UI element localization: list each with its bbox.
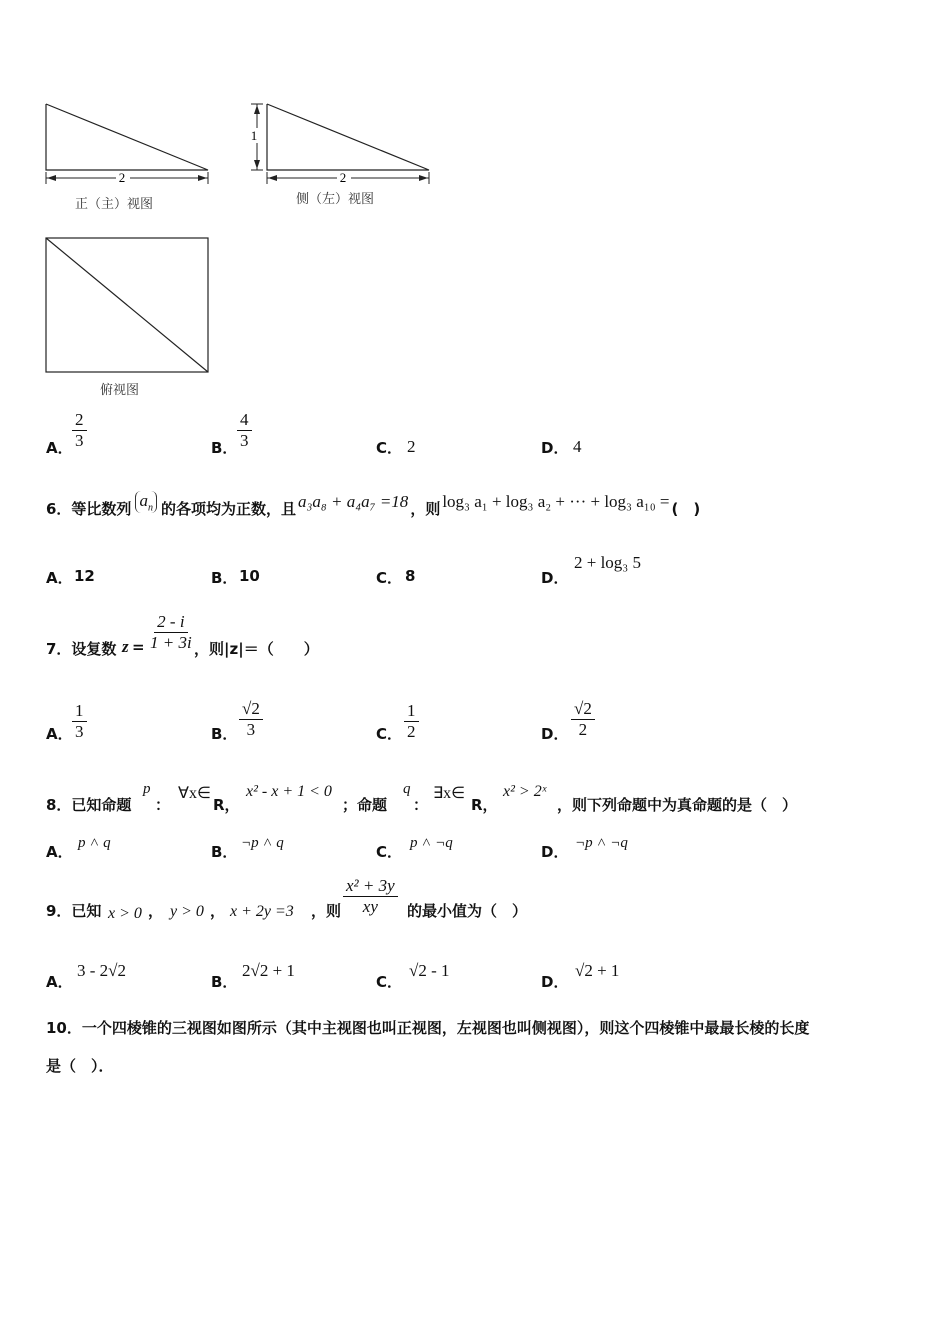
q5-option-b-label: B．: [211, 439, 238, 457]
q6-stem: [46, 491, 701, 519]
q6-seq-letter: a: [139, 491, 148, 510]
q5-option-b-fraction: [237, 410, 252, 451]
q9-then: ，则: [311, 902, 342, 920]
q7-d-den: 2: [578, 720, 588, 739]
q7-b-num: √2: [239, 699, 263, 720]
top-view-figure: [40, 232, 215, 377]
q6-then: ，则: [410, 499, 441, 518]
q9-option-a-value: 3 - 2√2: [77, 961, 126, 980]
q7-option-b-label: B．: [211, 725, 238, 743]
q6-mid: 的各项均为正数，且: [160, 499, 296, 518]
q8-q: q: [403, 781, 411, 797]
q5-b-num: 4: [237, 410, 252, 431]
q8-option-c-label: C．: [376, 843, 403, 861]
q9-option-a-label: A．: [46, 973, 73, 991]
side-view-figure: [245, 98, 435, 193]
q9-option-d-value: √2 + 1: [575, 961, 620, 980]
q7-a-den: 3: [75, 722, 84, 741]
q8-option-d-label: D．: [541, 843, 569, 861]
q5-option-d-label: D．: [541, 439, 569, 457]
q9-sep-1: ，: [148, 902, 164, 920]
q8-inequality-2: x² > 2ˣ: [503, 783, 547, 800]
front-view-caption: 正（主）视图: [75, 197, 154, 212]
q9-cond-1: x > 0: [108, 905, 142, 922]
q5-option-d-value: 4: [573, 437, 582, 456]
q5-option-a-fraction: [72, 410, 87, 451]
q7-option-d-label: D．: [541, 725, 569, 743]
front-view-figure: [40, 98, 215, 193]
q5-a-num: 2: [72, 410, 87, 431]
q6-option-a-value: 12: [74, 567, 95, 585]
q8-option-a-label: A．: [46, 843, 73, 861]
q8-colon2: ：: [413, 796, 429, 814]
q8-colon: ：: [155, 796, 171, 814]
side-height-label: 1: [250, 128, 258, 143]
q5-option-a-label: A．: [46, 439, 73, 457]
front-view-triangle: [46, 104, 208, 170]
q6-option-a-label: A．: [46, 569, 73, 587]
q6-condition: a₃a₈ + a₄a₇ =18: [297, 492, 409, 512]
q9-option-c-value: √2 - 1: [409, 961, 450, 980]
q8-option-a-value: p ˄ q: [78, 835, 111, 851]
q7-var: z: [122, 637, 129, 656]
q9-fraction: [343, 876, 398, 917]
q6-option-c-value: 8: [405, 567, 416, 585]
q6-option-c-label: C．: [376, 569, 403, 587]
q9-option-b-label: B．: [211, 973, 238, 991]
q8-r1: R，: [213, 796, 240, 814]
q8-exists: ∃x∈: [433, 785, 466, 802]
q7-d-num: √2: [571, 699, 595, 720]
q8-suffix: ，则下列命题中为真命题的是（ ）: [557, 796, 798, 814]
q6-option-d-value: 2 + log₃ 5: [574, 553, 641, 572]
q8-option-d-value: ¬p ˄ ¬q: [575, 835, 628, 851]
q8-semicolon: ；命题: [342, 796, 388, 814]
q8-p: p: [143, 781, 151, 797]
q9-den: xy: [362, 897, 378, 916]
q9-suffix: 的最小值为（ ）: [407, 902, 528, 920]
q7-option-c-label: C．: [376, 725, 403, 743]
q5-a-den: 3: [75, 431, 84, 450]
q5-b-den: 3: [240, 431, 249, 450]
q7-a-num: 1: [72, 701, 87, 722]
q8-option-b-value: ¬p ˄ q: [241, 835, 284, 851]
q10-line-1: 10．一个四棱锥的三视图如图所示（其中主视图也叫正视图，左视图也叫侧视图），则这个四棱锥中最最长棱的长度: [46, 1019, 810, 1037]
q8-prefix: 8．已知命题: [46, 796, 132, 814]
q7-option-a-label: A．: [46, 725, 73, 743]
q9-option-c-label: C．: [376, 973, 403, 991]
q6-prefix: 6．等比数列: [46, 499, 132, 518]
q7-suffix: ，则|z|＝（ ）: [194, 640, 319, 658]
q7-fraction: [147, 612, 195, 653]
q7-option-d-fraction: [571, 699, 595, 740]
side-view-caption: 侧（左）视图: [296, 192, 375, 207]
q6-paren: ( ): [671, 499, 701, 518]
q7-option-c-fraction: [404, 701, 419, 742]
q7-num: 2 - i: [154, 612, 187, 633]
q6-expression: log₃ a₁ + log₃ a₂ + ··· + log₃ a₁₀ =: [442, 492, 670, 512]
q6-option-b-label: B．: [211, 569, 238, 587]
q9-option-b-value: 2√2 + 1: [242, 961, 295, 980]
q8-option-b-label: B．: [211, 843, 238, 861]
front-dim-label: 2: [118, 170, 126, 185]
top-view-caption: 俯视图: [100, 383, 140, 398]
q8-inequality-1: x² - x + 1 < 0: [246, 783, 332, 800]
q7-option-a-fraction: [72, 701, 87, 742]
q6-option-b-value: 10: [239, 567, 260, 585]
q9-cond-3: x + 2y =3: [230, 903, 294, 920]
q7-c-num: 1: [404, 701, 419, 722]
q7-den: 1 + 3i: [150, 633, 192, 652]
q7-option-b-fraction: [239, 699, 263, 740]
top-view-diagonal: [46, 238, 208, 372]
q5-option-c-label: C．: [376, 439, 403, 457]
q8-r2: R，: [471, 796, 498, 814]
side-view-triangle: [267, 104, 429, 170]
q5-option-c-value: 2: [407, 437, 416, 456]
q9-num: x² + 3y: [343, 876, 398, 897]
q6-option-d-label: D．: [541, 569, 569, 587]
q7-c-den: 2: [407, 722, 416, 741]
q9-option-d-label: D．: [541, 973, 569, 991]
q7-b-den: 3: [246, 720, 256, 739]
q8-option-c-value: p ˄ ¬q: [410, 835, 453, 851]
q7-prefix: 7．设复数: [46, 640, 117, 658]
q6-seq-sub: n: [147, 502, 153, 514]
q10-line-2: 是（ ）．: [46, 1057, 114, 1075]
q9-sep-2: ，: [210, 902, 226, 920]
q6-seq: [135, 491, 157, 513]
q8-forall: ∀x∈: [178, 785, 211, 802]
q9-cond-2: y > 0: [170, 903, 204, 920]
q7-eq: =: [132, 638, 145, 656]
side-dim-label: 2: [339, 170, 347, 185]
q9-prefix: 9．已知: [46, 902, 102, 920]
